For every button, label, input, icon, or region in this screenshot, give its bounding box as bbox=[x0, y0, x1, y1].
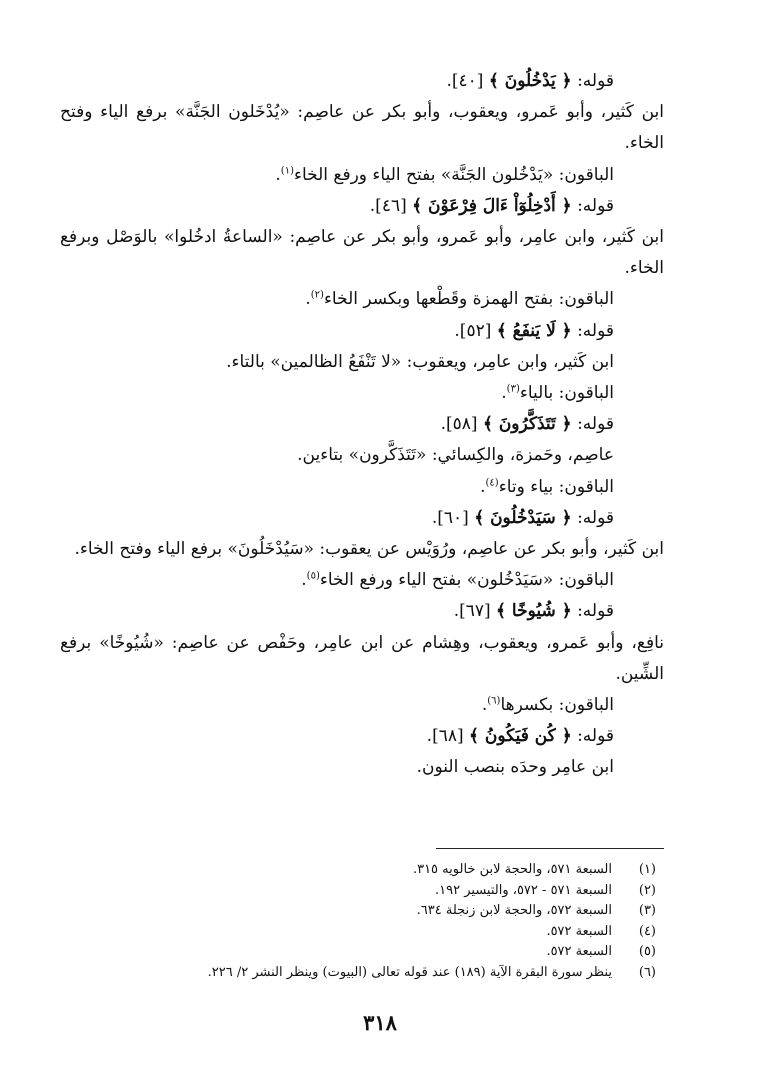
reading-paragraph: نافِع، وأبو عَمرو، ويعقوب، وهِشام عن ابن عامِر، وحَفْص عن عاصِم: «شُيُوخًا» برفع الشِّين. bbox=[60, 632, 664, 684]
footnote-marker: (٥) bbox=[306, 570, 320, 582]
verse-label: قوله: bbox=[577, 507, 614, 528]
quran-verse: ﴿ يَدْخُلُونَ ﴾ bbox=[488, 71, 572, 91]
footnote-text: السبعة ٥٧٢. bbox=[546, 944, 612, 960]
footnote-marker: (٣) bbox=[506, 383, 520, 395]
footnote-number: (١) bbox=[638, 862, 656, 877]
reading-paragraph: ابن كَثير، وابن عامِر، وأبو عَمرو، وأبو بكر عن عاصِم: «الساعةُ ادخُلوا» بالوَصْل وبرفع الخاء. bbox=[60, 227, 664, 279]
verse-label: قوله: bbox=[577, 71, 614, 91]
footnote-text: السبعة ٥٧١، والحجة لابن خالويه ٣١٥. bbox=[412, 862, 612, 877]
verse-line bbox=[60, 503, 664, 534]
remaining-text: الباقون: بفتح الهمزة وقَطْعها وبكسر الخاء bbox=[323, 289, 614, 310]
footnote-number: (٢) bbox=[638, 882, 656, 898]
footnote-number: (٤) bbox=[638, 923, 656, 939]
footnote-marker: (٦) bbox=[487, 695, 501, 707]
footnote bbox=[96, 922, 656, 943]
remaining-readers-line bbox=[60, 472, 664, 503]
footnotes bbox=[96, 860, 656, 984]
verse-ref: [٤٦]. bbox=[369, 195, 407, 216]
verse-line bbox=[60, 596, 664, 627]
reading-paragraph: ابن كَثير، وأبو عَمرو، ويعقوب، وأبو بكر عن عاصِم: «يُدْخَلون الجَنَّة» برفع الياء وفتح الخاء. bbox=[60, 102, 664, 154]
verse-ref: [٥٢]. bbox=[454, 320, 492, 341]
remaining-readers-line bbox=[60, 378, 664, 409]
remaining-text: الباقون: «يَدْخُلون الجَنَّة» بفتح الياء ورفع الخاء bbox=[293, 164, 614, 185]
remaining-text: الباقون: بالياء bbox=[519, 383, 614, 404]
footnote-text: السبعة ٥٧٢. bbox=[546, 923, 612, 939]
line-end: . bbox=[501, 383, 507, 404]
main-text bbox=[60, 66, 664, 784]
verse-line bbox=[60, 409, 664, 440]
verse-label: قوله: bbox=[577, 601, 614, 622]
line-end: . bbox=[301, 570, 307, 591]
remaining-readers-line bbox=[60, 565, 664, 596]
remaining-text: الباقون: بكسرها bbox=[500, 695, 614, 716]
line-end: . bbox=[305, 289, 311, 310]
line-end: . bbox=[480, 476, 486, 497]
verse-label: قوله: bbox=[577, 726, 614, 747]
verse-line bbox=[60, 191, 664, 222]
verse-line bbox=[60, 66, 664, 97]
reading-line: ابن عامِر وحدَه بنصب النون. bbox=[416, 757, 614, 778]
verse-label: قوله: bbox=[577, 414, 614, 435]
verse-ref: [٦٧]. bbox=[453, 601, 491, 622]
footnote-marker: (٤) bbox=[485, 476, 499, 488]
reading-paragraph: ابن كَثير، وأبو بكر عن عاصِم، ورُوَيْس عن يعقوب: «سَيُدْخَلُونَ» برفع الياء وفتح الخاء. bbox=[74, 539, 664, 560]
footnote-number: (٥) bbox=[638, 944, 656, 960]
remaining-text: الباقون: «سَيَدْخُلون» بفتح الياء ورفع الخاء bbox=[319, 570, 614, 591]
reading-line: عاصِم، وحَمزة، والكِسائي: «تَتَذَكَّرون» بتاءين. bbox=[297, 445, 614, 466]
verse-ref: [٦٠]. bbox=[431, 507, 469, 528]
footnote-text: السبعة ٥٧١ - ٥٧٢، والتيسير ١٩٢. bbox=[435, 882, 612, 898]
footnote-marker: (٢) bbox=[310, 289, 324, 301]
verse-line bbox=[60, 316, 664, 347]
footnote bbox=[96, 942, 656, 963]
quran-verse: ﴿ كُن فَيَكُونُ ﴾ bbox=[469, 726, 572, 747]
verse-ref: [٦٨]. bbox=[426, 726, 464, 747]
footnote-divider bbox=[436, 848, 664, 849]
quran-verse: ﴿ تَتَذَكَّرُونَ ﴾ bbox=[482, 414, 572, 435]
quran-verse: ﴿ سَيَدْخُلُونَ ﴾ bbox=[474, 507, 572, 528]
page-number: ٣١٨ bbox=[363, 1010, 397, 1035]
remaining-readers-line bbox=[60, 690, 664, 721]
quran-verse: ﴿ أَدْخِلُوٓاْ ءَالَ فِرْعَوْنَ ﴾ bbox=[412, 195, 572, 216]
footnote bbox=[96, 901, 656, 922]
quran-verse: ﴿ شُيُوخًا ﴾ bbox=[496, 601, 572, 622]
line-end: . bbox=[275, 164, 281, 185]
verse-ref: [٥٨]. bbox=[440, 414, 478, 435]
footnote-number: (٦) bbox=[638, 964, 656, 980]
footnote bbox=[96, 963, 656, 984]
footnote-text: السبعة ٥٧٢، والحجة لابن زنجلة ٦٣٤. bbox=[416, 903, 612, 919]
line-end: . bbox=[481, 695, 488, 716]
footnote-marker: (١) bbox=[280, 164, 294, 176]
verse-label: قوله: bbox=[577, 320, 614, 341]
reading-line: ابن كَثير، وابن عامِر، ويعقوب: «لا تَنْفَعُ الظالمين» بالتاء. bbox=[226, 351, 614, 372]
footnote-text: ينظر سورة البقرة الآية (١٨٩) عند قوله تعالى (البيوت) وينظر النشر ٢/ ٢٢٦. bbox=[207, 964, 612, 980]
remaining-text: الباقون: بياء وتاء bbox=[498, 476, 614, 497]
verse-line bbox=[60, 721, 664, 752]
remaining-readers-line bbox=[60, 160, 664, 191]
remaining-readers-line bbox=[60, 284, 664, 315]
footnote bbox=[96, 860, 656, 881]
verse-ref: [٤٠]. bbox=[446, 71, 484, 91]
verse-label: قوله: bbox=[577, 195, 614, 216]
footnote-number: (٣) bbox=[638, 903, 656, 919]
quran-verse: ﴿ لَا يَنفَعُ ﴾ bbox=[496, 320, 572, 341]
footnote bbox=[96, 881, 656, 902]
